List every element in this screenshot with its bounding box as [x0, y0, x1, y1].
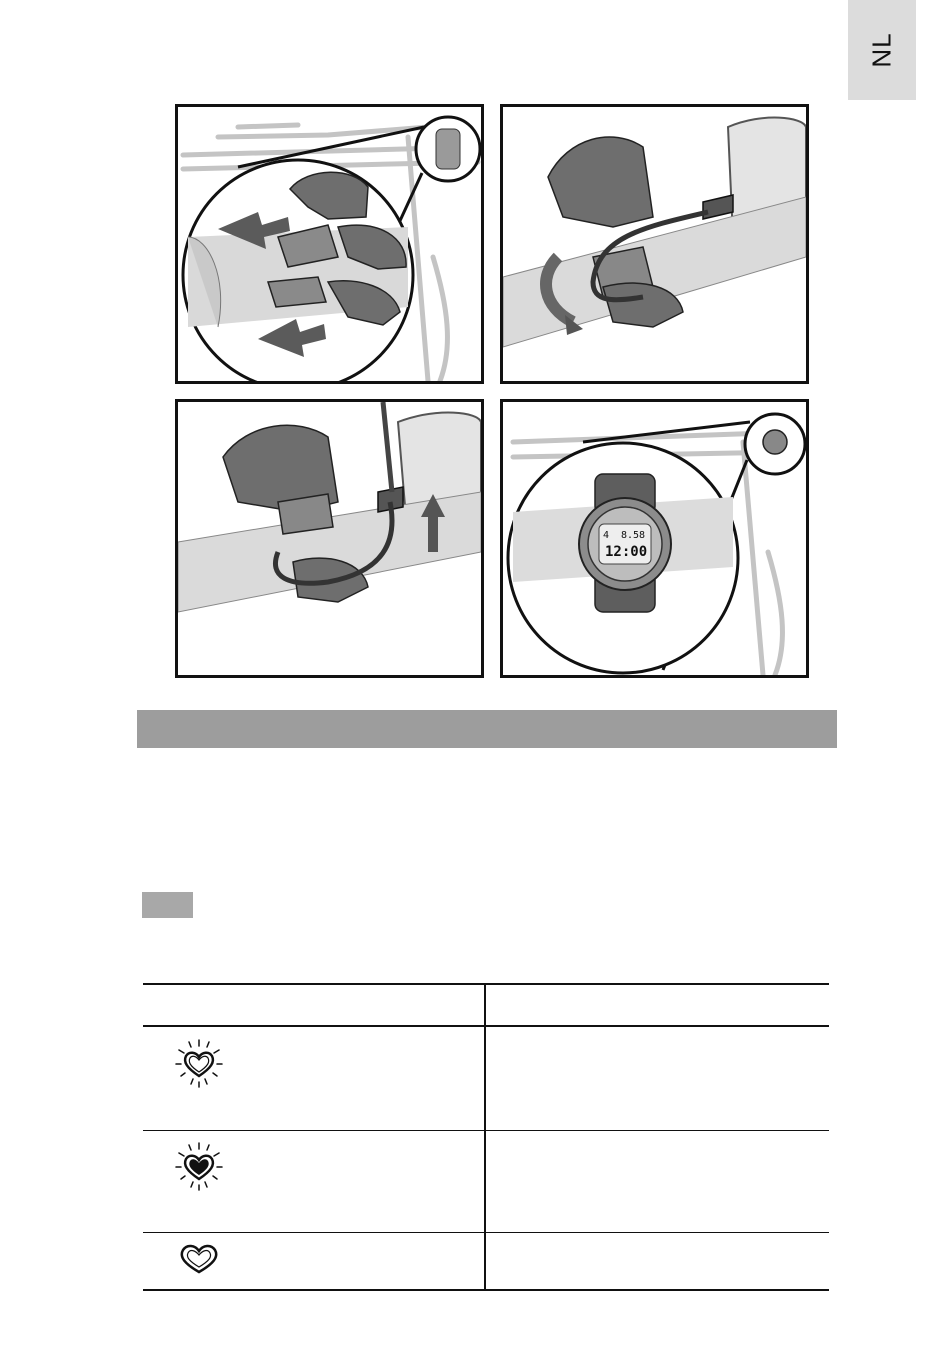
language-tab-label: NL: [866, 32, 897, 68]
strap-wrap-illustration: [503, 107, 806, 381]
table-row-rule: [143, 1130, 829, 1131]
table-row-rule: [143, 1232, 829, 1233]
illustration-step-4: [500, 399, 809, 678]
watch-mounted-illustration: [503, 402, 806, 675]
heart-filled-pulsing-icon: [173, 1141, 225, 1193]
strap-tighten-illustration: [178, 402, 481, 675]
illustration-step-3: [175, 399, 484, 678]
table-column-divider: [484, 983, 486, 1291]
language-tab: [848, 0, 916, 100]
watch-display-time: 12:00: [605, 544, 648, 560]
table-top-rule: [143, 983, 829, 985]
illustration-step-2: [500, 104, 809, 384]
illustration-step-1: [175, 104, 484, 384]
note-tag: [142, 892, 193, 918]
heart-icon-table: [143, 983, 829, 1291]
heart-outline-icon: [173, 1242, 225, 1276]
table-bottom-rule: [143, 1289, 829, 1291]
watch-display-top-left: 4: [603, 530, 610, 541]
table-header-rule: [143, 1025, 829, 1027]
section-header-bar: [137, 710, 837, 748]
clip-slide-illustration: [178, 107, 481, 381]
heart-outline-pulsing-icon: [173, 1038, 225, 1090]
watch-display-top-right: 8.58: [621, 530, 646, 541]
